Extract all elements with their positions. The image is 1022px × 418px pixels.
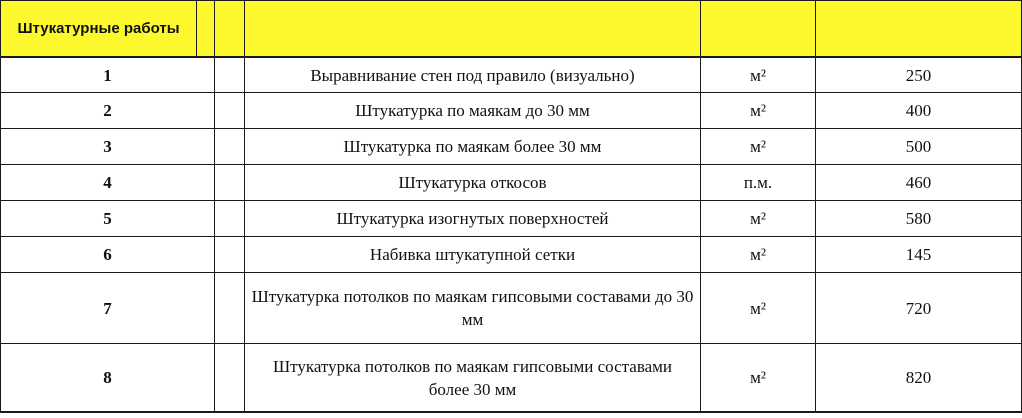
row-price: 400 [816, 93, 1022, 129]
row-description: Штукатурка по маякам до 30 мм [245, 93, 701, 129]
table-header-row [1, 1, 1022, 58]
row-price: 820 [816, 344, 1022, 413]
row-unit: м² [701, 273, 816, 344]
row-description: Штукатурка по маякам более 30 мм [245, 129, 701, 165]
table-row [1, 129, 1022, 165]
spacer-cell [215, 57, 245, 93]
row-number: 8 [1, 344, 215, 413]
row-number: 4 [1, 165, 215, 201]
row-description: Набивка штукатупной сетки [245, 237, 701, 273]
section-title: Штукатурные работы [1, 1, 197, 58]
row-unit: м² [701, 237, 816, 273]
table-row [1, 93, 1022, 129]
row-unit: м² [701, 57, 816, 93]
row-description: Штукатурка потолков по маякам гипсовыми составами до 30 мм [245, 273, 701, 344]
table-row [1, 57, 1022, 93]
row-unit: м² [701, 201, 816, 237]
row-unit: м² [701, 129, 816, 165]
spacer-cell [215, 237, 245, 273]
header-unit-cell [701, 1, 816, 58]
spacer-cell [215, 165, 245, 201]
table-row [1, 201, 1022, 237]
row-description: Выравнивание стен под правило (визуально) [245, 57, 701, 93]
header-spacer-cell [215, 1, 245, 58]
row-number: 7 [1, 273, 215, 344]
row-price: 500 [816, 129, 1022, 165]
row-description: Штукатурка потолков по маякам гипсовыми составами более 30 мм [245, 344, 701, 413]
table-row [1, 237, 1022, 273]
row-unit: м² [701, 93, 816, 129]
row-price: 145 [816, 237, 1022, 273]
row-description: Штукатурка откосов [245, 165, 701, 201]
spacer-cell [215, 93, 245, 129]
row-description: Штукатурка изогнутых поверхностей [245, 201, 701, 237]
row-price: 580 [816, 201, 1022, 237]
row-number: 6 [1, 237, 215, 273]
table-row [1, 165, 1022, 201]
row-number: 3 [1, 129, 215, 165]
row-unit: п.м. [701, 165, 816, 201]
header-spacer-cell [197, 1, 215, 58]
spacer-cell [215, 129, 245, 165]
table-row [1, 273, 1022, 344]
row-unit: м² [701, 344, 816, 413]
row-price: 720 [816, 273, 1022, 344]
row-number: 1 [1, 57, 215, 93]
row-number: 2 [1, 93, 215, 129]
spacer-cell [215, 273, 245, 344]
spacer-cell [215, 344, 245, 413]
spacer-cell [215, 201, 245, 237]
row-price: 460 [816, 165, 1022, 201]
row-number: 5 [1, 201, 215, 237]
header-description-cell [245, 1, 701, 58]
header-price-cell [816, 1, 1022, 58]
table-row [1, 344, 1022, 413]
row-price: 250 [816, 57, 1022, 93]
